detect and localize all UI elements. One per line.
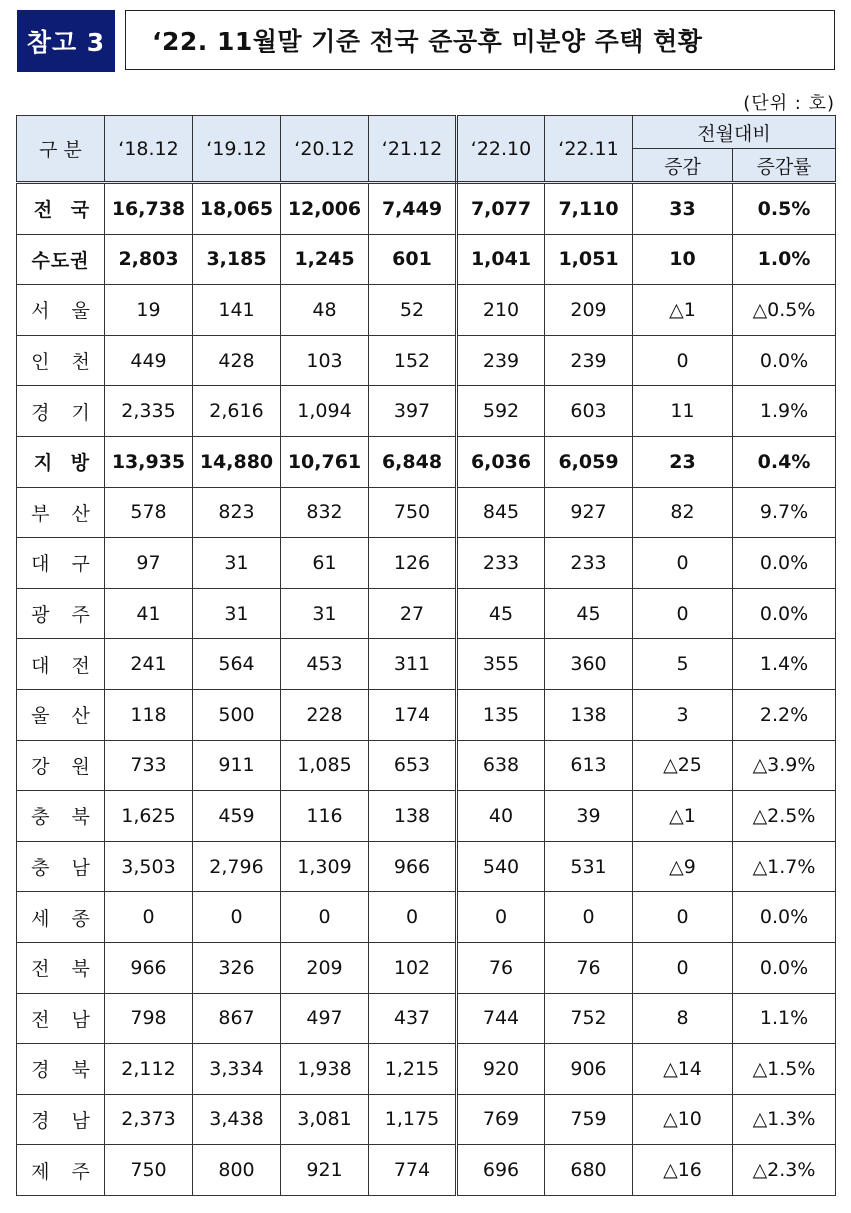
table-row bbox=[17, 892, 836, 943]
period-value-cell: 531 bbox=[545, 841, 633, 892]
period-value-cell: 103 bbox=[281, 335, 369, 386]
period-value-cell: 326 bbox=[193, 942, 281, 993]
region-name: 경 남 bbox=[17, 1094, 105, 1145]
period-value-cell: 1,085 bbox=[281, 740, 369, 791]
region-name: 인 천 bbox=[17, 335, 105, 386]
mom-rate-cell: 1.1% bbox=[733, 993, 836, 1044]
table-row bbox=[17, 942, 836, 993]
mom-rate-cell: △2.5% bbox=[733, 791, 836, 842]
table-body bbox=[17, 183, 836, 1196]
period-value-cell: 3,185 bbox=[193, 234, 281, 285]
region-name: 광 주 bbox=[17, 588, 105, 639]
table-row bbox=[17, 538, 836, 589]
mom-change-cell: △10 bbox=[633, 1094, 733, 1145]
unsold-housing-table bbox=[16, 115, 836, 1196]
mom-rate-cell: 1.4% bbox=[733, 639, 836, 690]
region-name: 전 남 bbox=[17, 993, 105, 1044]
mom-rate-cell: △3.9% bbox=[733, 740, 836, 791]
mom-rate-cell: 0.4% bbox=[733, 436, 836, 487]
mom-rate-cell: 0.0% bbox=[733, 335, 836, 386]
mom-change-cell: 8 bbox=[633, 993, 733, 1044]
period-value-cell: 453 bbox=[281, 639, 369, 690]
period-value-cell: 769 bbox=[457, 1094, 545, 1145]
period-value-cell: 750 bbox=[105, 1145, 193, 1196]
period-value-cell: 0 bbox=[281, 892, 369, 943]
mom-change-cell: 23 bbox=[633, 436, 733, 487]
mom-change-cell: 0 bbox=[633, 892, 733, 943]
mom-change-cell: 0 bbox=[633, 335, 733, 386]
mom-rate-cell: △1.5% bbox=[733, 1044, 836, 1095]
mom-rate-cell: 0.0% bbox=[733, 892, 836, 943]
period-value-cell: 39 bbox=[545, 791, 633, 842]
mom-change-cell: 3 bbox=[633, 689, 733, 740]
period-value-cell: 911 bbox=[193, 740, 281, 791]
period-value-cell: 7,110 bbox=[545, 183, 633, 235]
period-value-cell: 397 bbox=[369, 386, 457, 437]
period-value-cell: 752 bbox=[545, 993, 633, 1044]
mom-rate-cell: 2.2% bbox=[733, 689, 836, 740]
mom-change-cell: 33 bbox=[633, 183, 733, 235]
period-value-cell: 0 bbox=[105, 892, 193, 943]
period-value-cell: 97 bbox=[105, 538, 193, 589]
period-value-cell: 48 bbox=[281, 285, 369, 336]
period-value-cell: 592 bbox=[457, 386, 545, 437]
region-name: 부 산 bbox=[17, 487, 105, 538]
mom-change-cell: △25 bbox=[633, 740, 733, 791]
mom-rate-cell: △1.3% bbox=[733, 1094, 836, 1145]
table-row bbox=[17, 386, 836, 437]
period-header: ‘21.12 bbox=[369, 116, 457, 183]
period-value-cell: 578 bbox=[105, 487, 193, 538]
table-row bbox=[17, 740, 836, 791]
period-value-cell: 459 bbox=[193, 791, 281, 842]
region-name: 경 기 bbox=[17, 386, 105, 437]
period-header: ‘22.10 bbox=[457, 116, 545, 183]
table-row bbox=[17, 234, 836, 285]
period-value-cell: 1,041 bbox=[457, 234, 545, 285]
period-value-cell: 31 bbox=[193, 538, 281, 589]
period-value-cell: 2,335 bbox=[105, 386, 193, 437]
period-value-cell: 2,796 bbox=[193, 841, 281, 892]
region-name: 충 남 bbox=[17, 841, 105, 892]
mom-rate-cell: 0.0% bbox=[733, 588, 836, 639]
region-name: 전 북 bbox=[17, 942, 105, 993]
mom-rate-cell: 0.0% bbox=[733, 538, 836, 589]
region-name: 경 북 bbox=[17, 1044, 105, 1095]
region-name: 제 주 bbox=[17, 1145, 105, 1196]
period-value-cell: 13,935 bbox=[105, 436, 193, 487]
mom-group-header: 전월대비 bbox=[633, 116, 836, 149]
period-value-cell: 0 bbox=[545, 892, 633, 943]
period-value-cell: 613 bbox=[545, 740, 633, 791]
period-value-cell: 800 bbox=[193, 1145, 281, 1196]
period-value-cell: 564 bbox=[193, 639, 281, 690]
region-name: 울 산 bbox=[17, 689, 105, 740]
table-row bbox=[17, 285, 836, 336]
period-header: ‘19.12 bbox=[193, 116, 281, 183]
period-value-cell: 6,848 bbox=[369, 436, 457, 487]
period-value-cell: 116 bbox=[281, 791, 369, 842]
period-value-cell: 603 bbox=[545, 386, 633, 437]
period-value-cell: 497 bbox=[281, 993, 369, 1044]
period-value-cell: 798 bbox=[105, 993, 193, 1044]
mom-rate-cell: △2.3% bbox=[733, 1145, 836, 1196]
mom-change-cell: 5 bbox=[633, 639, 733, 690]
period-value-cell: 845 bbox=[457, 487, 545, 538]
period-header: ‘22.11 bbox=[545, 116, 633, 183]
period-value-cell: 311 bbox=[369, 639, 457, 690]
period-value-cell: 360 bbox=[545, 639, 633, 690]
table-row bbox=[17, 487, 836, 538]
period-value-cell: 540 bbox=[457, 841, 545, 892]
mom-change-header: 증감 bbox=[633, 149, 733, 183]
period-value-cell: 18,065 bbox=[193, 183, 281, 235]
mom-change-cell: 0 bbox=[633, 538, 733, 589]
table-row bbox=[17, 1145, 836, 1196]
reference-badge: 참고 3 bbox=[17, 10, 115, 72]
period-value-cell: 500 bbox=[193, 689, 281, 740]
period-value-cell: 138 bbox=[545, 689, 633, 740]
mom-change-cell: △9 bbox=[633, 841, 733, 892]
period-value-cell: 0 bbox=[457, 892, 545, 943]
table-row bbox=[17, 791, 836, 842]
period-value-cell: 680 bbox=[545, 1145, 633, 1196]
region-name: 대 구 bbox=[17, 538, 105, 589]
period-value-cell: 7,449 bbox=[369, 183, 457, 235]
table-row bbox=[17, 1094, 836, 1145]
period-value-cell: 601 bbox=[369, 234, 457, 285]
region-name: 서 울 bbox=[17, 285, 105, 336]
period-value-cell: 696 bbox=[457, 1145, 545, 1196]
mom-rate-cell: 1.9% bbox=[733, 386, 836, 437]
mom-change-cell: 82 bbox=[633, 487, 733, 538]
period-value-cell: 920 bbox=[457, 1044, 545, 1095]
table-row bbox=[17, 588, 836, 639]
period-value-cell: 239 bbox=[545, 335, 633, 386]
period-value-cell: 966 bbox=[105, 942, 193, 993]
period-value-cell: 6,059 bbox=[545, 436, 633, 487]
period-value-cell: 152 bbox=[369, 335, 457, 386]
period-value-cell: 449 bbox=[105, 335, 193, 386]
period-value-cell: 135 bbox=[457, 689, 545, 740]
period-value-cell: 45 bbox=[545, 588, 633, 639]
period-value-cell: 10,761 bbox=[281, 436, 369, 487]
period-value-cell: 638 bbox=[457, 740, 545, 791]
mom-change-cell: △1 bbox=[633, 285, 733, 336]
table-row bbox=[17, 183, 836, 235]
mom-rate-cell: △0.5% bbox=[733, 285, 836, 336]
region-name: 전 국 bbox=[17, 183, 105, 235]
period-value-cell: 174 bbox=[369, 689, 457, 740]
period-value-cell: 228 bbox=[281, 689, 369, 740]
mom-change-cell: △16 bbox=[633, 1145, 733, 1196]
region-name: 충 북 bbox=[17, 791, 105, 842]
period-value-cell: 750 bbox=[369, 487, 457, 538]
period-value-cell: 2,112 bbox=[105, 1044, 193, 1095]
period-value-cell: 906 bbox=[545, 1044, 633, 1095]
period-value-cell: 2,373 bbox=[105, 1094, 193, 1145]
period-header: ‘20.12 bbox=[281, 116, 369, 183]
period-value-cell: 209 bbox=[281, 942, 369, 993]
table-row bbox=[17, 689, 836, 740]
period-value-cell: 653 bbox=[369, 740, 457, 791]
period-value-cell: 209 bbox=[545, 285, 633, 336]
region-name: 지 방 bbox=[17, 436, 105, 487]
period-value-cell: 118 bbox=[105, 689, 193, 740]
period-value-cell: 1,175 bbox=[369, 1094, 457, 1145]
mom-rate-cell: 1.0% bbox=[733, 234, 836, 285]
period-value-cell: 102 bbox=[369, 942, 457, 993]
period-value-cell: 3,438 bbox=[193, 1094, 281, 1145]
period-value-cell: 76 bbox=[545, 942, 633, 993]
mom-change-cell: 10 bbox=[633, 234, 733, 285]
region-name: 대 전 bbox=[17, 639, 105, 690]
category-header: 구 분 bbox=[17, 116, 105, 183]
period-value-cell: 7,077 bbox=[457, 183, 545, 235]
period-value-cell: 210 bbox=[457, 285, 545, 336]
period-value-cell: 40 bbox=[457, 791, 545, 842]
period-value-cell: 832 bbox=[281, 487, 369, 538]
unit-label: (단위 : 호) bbox=[743, 93, 835, 114]
period-value-cell: 1,625 bbox=[105, 791, 193, 842]
period-value-cell: 966 bbox=[369, 841, 457, 892]
period-value-cell: 3,081 bbox=[281, 1094, 369, 1145]
period-value-cell: 823 bbox=[193, 487, 281, 538]
period-value-cell: 52 bbox=[369, 285, 457, 336]
period-value-cell: 1,245 bbox=[281, 234, 369, 285]
region-name: 세 종 bbox=[17, 892, 105, 943]
table-row bbox=[17, 841, 836, 892]
period-value-cell: 3,503 bbox=[105, 841, 193, 892]
period-value-cell: 61 bbox=[281, 538, 369, 589]
period-value-cell: 3,334 bbox=[193, 1044, 281, 1095]
mom-change-cell: △1 bbox=[633, 791, 733, 842]
period-header: ‘18.12 bbox=[105, 116, 193, 183]
period-value-cell: 19 bbox=[105, 285, 193, 336]
period-value-cell: 428 bbox=[193, 335, 281, 386]
period-value-cell: 31 bbox=[281, 588, 369, 639]
period-value-cell: 1,309 bbox=[281, 841, 369, 892]
period-value-cell: 138 bbox=[369, 791, 457, 842]
mom-rate-cell: 9.7% bbox=[733, 487, 836, 538]
mom-change-cell: △14 bbox=[633, 1044, 733, 1095]
period-value-cell: 2,803 bbox=[105, 234, 193, 285]
mom-rate-cell: 0.5% bbox=[733, 183, 836, 235]
period-value-cell: 867 bbox=[193, 993, 281, 1044]
period-value-cell: 2,616 bbox=[193, 386, 281, 437]
page-title: ‘22. 11월말 기준 전국 준공후 미분양 주택 현황 bbox=[125, 10, 835, 70]
period-value-cell: 1,051 bbox=[545, 234, 633, 285]
period-value-cell: 1,094 bbox=[281, 386, 369, 437]
mom-rate-cell: 0.0% bbox=[733, 942, 836, 993]
region-name: 수도권 bbox=[17, 234, 105, 285]
period-value-cell: 141 bbox=[193, 285, 281, 336]
period-value-cell: 921 bbox=[281, 1145, 369, 1196]
table-row bbox=[17, 335, 836, 386]
period-value-cell: 45 bbox=[457, 588, 545, 639]
period-value-cell: 437 bbox=[369, 993, 457, 1044]
region-name: 강 원 bbox=[17, 740, 105, 791]
table-row bbox=[17, 436, 836, 487]
period-value-cell: 0 bbox=[193, 892, 281, 943]
table-row bbox=[17, 639, 836, 690]
period-value-cell: 76 bbox=[457, 942, 545, 993]
period-value-cell: 1,215 bbox=[369, 1044, 457, 1095]
period-value-cell: 233 bbox=[545, 538, 633, 589]
period-value-cell: 6,036 bbox=[457, 436, 545, 487]
mom-change-cell: 0 bbox=[633, 588, 733, 639]
period-value-cell: 31 bbox=[193, 588, 281, 639]
period-value-cell: 774 bbox=[369, 1145, 457, 1196]
period-value-cell: 241 bbox=[105, 639, 193, 690]
period-value-cell: 239 bbox=[457, 335, 545, 386]
period-value-cell: 41 bbox=[105, 588, 193, 639]
mom-change-cell: 11 bbox=[633, 386, 733, 437]
period-value-cell: 759 bbox=[545, 1094, 633, 1145]
period-value-cell: 733 bbox=[105, 740, 193, 791]
period-value-cell: 0 bbox=[369, 892, 457, 943]
period-value-cell: 12,006 bbox=[281, 183, 369, 235]
mom-rate-cell: △1.7% bbox=[733, 841, 836, 892]
period-value-cell: 927 bbox=[545, 487, 633, 538]
table-row bbox=[17, 1044, 836, 1095]
table-row bbox=[17, 993, 836, 1044]
mom-change-cell: 0 bbox=[633, 942, 733, 993]
period-value-cell: 744 bbox=[457, 993, 545, 1044]
period-value-cell: 1,938 bbox=[281, 1044, 369, 1095]
period-value-cell: 233 bbox=[457, 538, 545, 589]
period-value-cell: 27 bbox=[369, 588, 457, 639]
period-value-cell: 14,880 bbox=[193, 436, 281, 487]
period-value-cell: 16,738 bbox=[105, 183, 193, 235]
period-value-cell: 355 bbox=[457, 639, 545, 690]
period-value-cell: 126 bbox=[369, 538, 457, 589]
mom-rate-header: 증감률 bbox=[733, 149, 836, 183]
